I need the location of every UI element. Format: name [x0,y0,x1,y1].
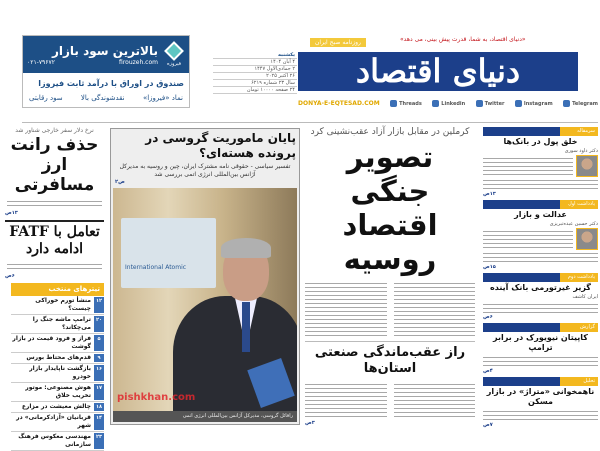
article-body [483,228,573,250]
left-column [5,127,104,448]
article-body [7,261,102,269]
article-body [305,381,387,419]
pick-title: ترامپ ماشه جنگ را می‌چکاند؟ [32,316,91,331]
pick-page: ۱۷ [94,384,104,400]
pick-page: ۱۴ [94,414,104,430]
section-label: یادداشت اول [560,200,598,209]
linkedin-link[interactable]: Linkedin [432,100,465,107]
twitter-link[interactable]: Twitter [476,100,505,107]
photo-backdrop-text: International Atomic [125,264,187,271]
column-item[interactable] [483,127,598,198]
slogan: «دنیای اقتصاد، به شما، قدرت پیش بینی، می دهد» [400,36,526,43]
telegram-link[interactable]: Telegram [563,100,598,107]
social-links [298,100,598,107]
pick-title: قدم‌های محتاط بورس [26,354,91,361]
photo-caption: رافائل گروسی، مدیرکل آژانس بین‌المللی انرژی اتمی [113,411,297,422]
page-ref: ۶ص [483,314,493,321]
author-photo [576,228,598,250]
page-ref: ۷ص [483,421,493,428]
ad-feature: نماد «فیروزا» [142,94,183,102]
threads-link[interactable]: Threads [390,100,422,107]
article-body [483,155,573,177]
newspaper-logo: دنیای اقتصاد [355,52,521,90]
pick-item[interactable] [11,364,104,383]
column-item[interactable] [483,377,598,429]
headline-fatf[interactable]: تعامل با FATF ادامه دارد [5,220,104,258]
page-ref: ۶ص [5,273,15,279]
pick-page: ۱۸ [95,404,103,410]
pick-item[interactable] [11,432,104,451]
article-body [483,177,598,191]
date-lunar: ۲ جمادی‌الاول ۱۴۴۷ [213,66,297,73]
issue-number: سال ۲۳ شماره ۶۲۱۹ [213,80,297,87]
pick-item[interactable] [11,296,104,315]
ad-tagline: صندوق در اوراق با درآمد ثابت فیروزا [38,79,184,88]
column-title: خلق پول در بانک‌ها [503,137,578,146]
pick-title: قربانیان «آزادکرمانی» در شهر [16,414,91,429]
section-label: یادداشت دوم [560,273,598,282]
pick-title: مهندسی معکوس فرهنگ سازمانی [18,433,91,448]
author: دکتر داود سوری [564,148,598,154]
instagram-link[interactable]: Instagram [515,100,553,107]
pick-item[interactable] [11,353,104,364]
main-kicker: کرملین در مقابل بازار آزاد عقب‌نشینی کرد [310,127,470,137]
section-label: تحلیل [560,377,598,386]
author: ایران کاشف [572,293,598,300]
column-title: گزیر غیرتورمی بانک آینده [490,282,591,292]
article-body [483,408,598,422]
pick-page: ۱۲ [94,297,104,313]
page-ref: ۴ص [483,368,493,375]
pick-page: ۲۳ [94,433,104,449]
article-body [483,301,598,315]
pick-item[interactable] [11,413,104,432]
subtitle: روزنامه صبح ایران [310,38,366,47]
page-ref: ۱۳ص [5,210,18,216]
ad-banner[interactable] [22,35,190,108]
date-box [213,52,297,96]
linkedin-icon [432,100,439,107]
firouzeh-logo-icon [164,41,184,61]
kicker: نرخ دلار سفر خارجی شناور شد [15,127,94,134]
pick-item[interactable] [11,315,104,334]
ad-website: firouzeh.com [119,58,158,66]
page-ref: ۱۳ص [483,190,496,197]
page-ref: ۳ص [305,420,315,426]
pick-item[interactable] [11,383,104,402]
divider [22,122,598,123]
author: دکتر حسین عبده‌تبریزی [549,220,598,227]
date-gregorian: ۲۶ اکتبر ۲۰۲۵ [213,73,297,80]
pick-title: چالش معیشت در مزارع [21,403,91,410]
website-link[interactable]: DONYA-E-EQTESAD.COM [298,100,380,107]
pick-title: منشأ تورم خوراکی چیست؟ [35,297,91,312]
watermark: pishkhan.com [117,392,196,403]
price: ۲۴ صفحه ۱۰۰۰۰ تومان [213,87,297,94]
article-body [7,198,102,206]
page-ref: ۲ص [115,179,125,185]
photo-story [110,128,300,425]
pick-item[interactable] [11,402,104,413]
selected-headlines [11,283,104,451]
main-story [305,127,475,427]
section-label: گزارش [560,323,598,332]
pick-page: ۲۰ [94,316,104,332]
ad-headline: بالاترین سود بازار [51,43,158,58]
column-item[interactable] [483,200,598,271]
weekday: یکشنبه [213,52,297,59]
column-title: عدالت و بازار [514,209,567,219]
pick-page: ۵ [94,335,104,351]
pick-item[interactable] [11,334,104,353]
ad-phone: ۰۲۱-۷۹۶۷۲ [27,58,55,66]
telegram-icon [563,100,570,107]
photo-grossi [113,188,297,411]
article-body [394,381,476,419]
ad-feature: نقدشوندگی بالا [80,94,125,102]
section-label: سرمقاله [560,127,598,136]
pick-title: فراز و فرود قیمت در بازار گوشت [12,335,91,350]
ad-brand: فیروزه [166,61,182,67]
right-column [483,127,598,429]
headline-provinces[interactable]: راز عقب‌ماندگی صنعتی استان‌ها [305,341,475,377]
pick-title: بازگشت ناپایدار بازار خودرو [29,365,91,380]
ad-feature: سود رقابتی [29,94,63,102]
twitter-icon [476,100,483,107]
article-body [483,354,598,368]
column-item[interactable] [483,323,598,375]
photo-story-headline[interactable]: پایان ماموریت گروسی در پرونده هسته‌ای؟ [145,131,296,160]
column-title: کاپیتان نیویورک در برابر ترامپ [493,333,588,353]
picks-title: تیترهای منتخب [11,283,104,296]
threads-icon [390,100,397,107]
main-headline[interactable]: تصویر جنگی اقتصاد روسیه [342,140,438,276]
article-body [483,250,598,264]
headline-currency[interactable]: حذف رانت ارز مسافرتی [10,135,99,195]
article-body [305,280,387,337]
article-body [394,280,476,337]
column-title: ناهمخوانی «متراژ» در بازار مسکن [486,387,595,407]
date-solar: ۴ آبان ۱۴۰۴ [213,59,297,66]
pick-title: هوش مصنوعی: موتور تخریب خلاق [25,384,91,399]
pick-page: ۱۶ [94,365,104,381]
page-ref: ۱۵ص [483,263,496,270]
author-photo [576,155,598,177]
photo-story-summary: تفسیر سیاسی - حقوقی نامه مشترک ایران، چین و روسیه به مدیرکل آژانس بین‌المللی انرژی اتمی بررسی شد [119,163,291,178]
instagram-icon [515,100,522,107]
pick-page: ۹ [94,354,104,362]
column-item[interactable] [483,273,598,322]
